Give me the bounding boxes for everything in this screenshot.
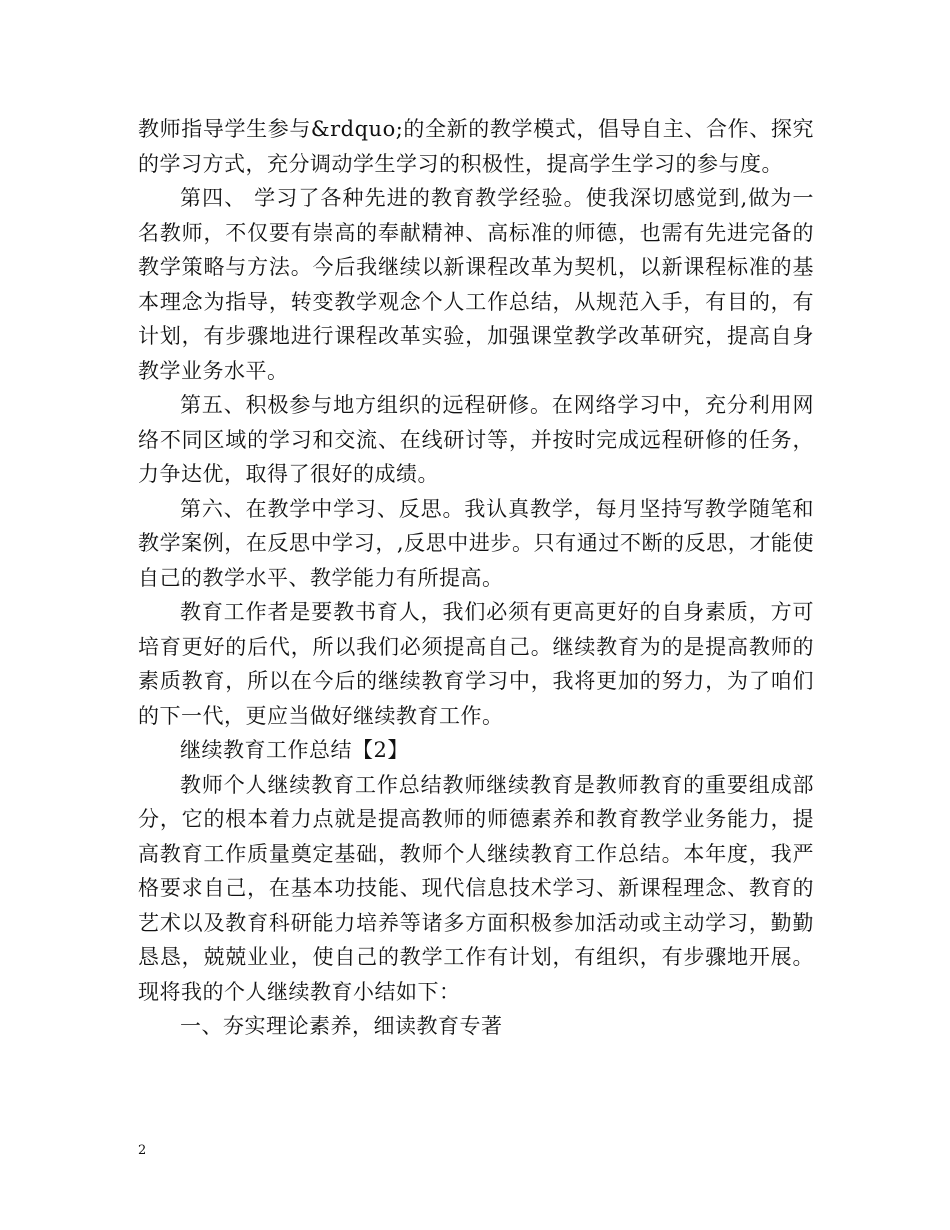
paragraph-1: 教师指导学生参与&rdquo;的全新的教学模式，倡导自主、合作、探究的学习方式，充分调动学生学习的积极性，提高学生学习的参与度。 [138,117,814,176]
paragraph-3: 第五、积极参与地方组织的远程研修。在网络学习中，充分利用网络不同区域的学习和交流、在线研讨等，并按时完成远程研修的任务，力争达优，取得了很好的成绩。 [138,393,814,486]
section-heading: 继续教育工作总结【2】 [180,738,409,762]
body-text [138,112,814,1044]
paragraph-5: 教育工作者是要教书育人，我们必须有更高更好的自身素质，方可培育更好的后代，所以我们必须提高自己。继续教育为的是提高教师的素质教育，所以在今后的继续教育学习中，我将更加的努力，为了咱们的下一代，更应当做好继续教育工作。 [138,600,814,728]
paragraph-2: 第四、 学习了各种先进的教育教学经验。使我深切感觉到,做为一名教师，不仅要有崇高的奉献精神、高标准的师德，也需有先进完备的教学策略与方法。今后我继续以新课程改革为契机，以新课程标准的基本理念为指导，转变教学观念个人工作总结，从规范入手，有目的，有计划，有步骤地进行课程改革实验，加强课堂教学改革研究，提高自身教学业务水平。 [138,186,814,383]
paragraph-6: 教师个人继续教育工作总结教师继续教育是教师教育的重要组成部分，它的根本着力点就是提高教师的师德素养和教育教学业务能力，提高教育工作质量奠定基础，教师个人继续教育工作总结。本年度，我严格要求自己，在基本功技能、现代信息技术学习、新课程理念、教育的艺术以及教育科研能力培养等诸多方面积极参加活动或主动学习，勤勤恳恳，兢兢业业，使自己的教学工作有计划，有组织，有步骤地开展。现将我的个人继续教育小结如下： [138,772,814,1004]
page-number: 2 [138,1143,147,1158]
paragraph-4: 第六、在教学中学习、反思。我认真教学，每月坚持写教学随笔和教学案例，在反思中学习，,反思中进步。只有通过不断的反思，才能使自己的教学水平、教学能力有所提高。 [138,496,814,590]
subsection-heading: 一、夯实理论素养，细读教育专著 [180,1014,503,1038]
